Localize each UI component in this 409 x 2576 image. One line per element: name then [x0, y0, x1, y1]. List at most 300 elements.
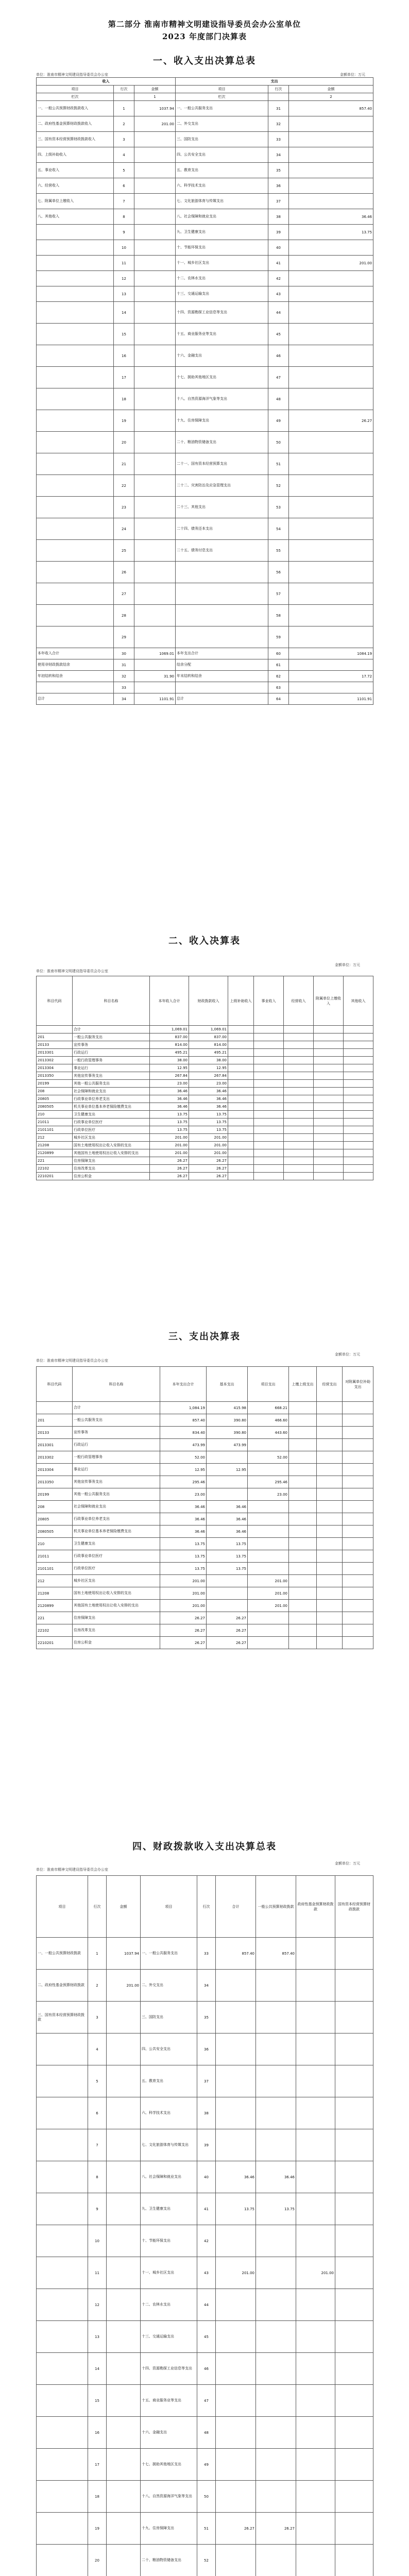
empty-cell — [335, 2321, 373, 2353]
expense-line: 38 — [197, 2097, 216, 2129]
total-expense: 26.27 — [160, 1637, 207, 1649]
t1-unit-org: 单位：淮南市精神文明建设指导委员会办公室 — [36, 73, 108, 77]
table-row — [37, 302, 373, 324]
total-income: 201.00 — [150, 1149, 189, 1157]
income-item — [37, 225, 114, 240]
expense-amount — [289, 475, 373, 497]
empty-cell — [344, 1134, 373, 1142]
income-line: 7 — [114, 194, 134, 209]
subject-code: 2013350 — [37, 1476, 73, 1488]
empty-cell — [254, 1049, 284, 1057]
expense-item: 结余分配 — [176, 659, 268, 671]
general-budget-amount — [256, 2129, 296, 2161]
subject-name: 事业运行 — [73, 1464, 160, 1476]
expense-amount: 26.27 — [289, 410, 373, 432]
table-row — [37, 1402, 373, 1414]
table-header-row — [37, 86, 373, 93]
table-row — [37, 682, 373, 693]
empty-cell — [317, 1600, 343, 1612]
empty-cell — [343, 1402, 373, 1414]
expense-item: 五、教育支出 — [141, 2065, 197, 2097]
gov-fund-amount — [296, 2065, 335, 2097]
empty-cell — [314, 1064, 344, 1072]
income-item: 总计 — [37, 693, 114, 705]
empty-cell — [228, 1049, 254, 1057]
expense-line: 41 — [268, 256, 289, 271]
table-row — [37, 1095, 373, 1103]
gov-fund-amount — [296, 2513, 335, 2545]
income-amount — [134, 410, 176, 432]
expense-item: 十二、农林水支出 — [141, 2289, 197, 2321]
empty-cell — [284, 1095, 314, 1103]
empty-cell — [284, 1157, 314, 1165]
empty-cell — [289, 1488, 317, 1501]
project-expense — [248, 1637, 289, 1649]
expense-item: 十四、资源勘探工业信息等支出 — [176, 302, 268, 324]
income-amount: 1101.91 — [134, 693, 176, 705]
expense-line: 39 — [268, 225, 289, 240]
basic-expense — [207, 1575, 248, 1587]
income-line: 11 — [88, 2257, 107, 2289]
income-amount: 1037.94 — [134, 101, 176, 116]
total-income: 201.00 — [150, 1142, 189, 1149]
table-row — [37, 225, 373, 240]
income-line: 1 — [88, 1938, 107, 1970]
subject-name: 一般行政管理事务 — [73, 1451, 160, 1464]
income-amount: 1037.94 — [107, 1938, 141, 1970]
table-row — [37, 1126, 373, 1134]
empty-cell — [317, 1402, 343, 1414]
expense-item: 九、卫生健康支出 — [141, 2193, 197, 2225]
total-income: 1,069.01 — [150, 1026, 189, 1033]
general-budget-amount — [256, 2353, 296, 2385]
expense-total — [216, 2481, 256, 2513]
header-cell: 金额 — [134, 86, 176, 93]
empty-cell — [228, 1126, 254, 1134]
header-cell: 行次 — [197, 1876, 216, 1938]
project-expense — [248, 1439, 289, 1451]
income-amount — [107, 2513, 141, 2545]
header-cell: 1 — [134, 93, 176, 101]
empty-cell — [317, 1501, 343, 1513]
empty-cell — [314, 1149, 344, 1157]
project-expense: 201.00 — [248, 1575, 289, 1587]
income-amount — [107, 2449, 141, 2481]
empty-cell — [289, 1612, 317, 1624]
total-expense: 13.75 — [160, 1538, 207, 1550]
income-item — [37, 682, 114, 693]
income-line: 27 — [114, 583, 134, 605]
subject-code: 20199 — [37, 1080, 73, 1088]
income-line: 5 — [88, 2065, 107, 2097]
income-line: 10 — [88, 2225, 107, 2257]
expense-line: 57 — [268, 583, 289, 605]
income-amount — [134, 605, 176, 626]
income-item: 本年收入合计 — [37, 648, 114, 659]
expense-amount — [289, 583, 373, 605]
expense-item: 二十二、灾害防治及应急管理支出 — [176, 475, 268, 497]
income-line: 4 — [88, 2033, 107, 2065]
income-line: 25 — [114, 540, 134, 562]
empty-cell — [344, 1095, 373, 1103]
expense-item: 三、国防支出 — [176, 132, 268, 147]
general-budget-amount — [256, 2065, 296, 2097]
table-header-row — [37, 93, 373, 101]
subject-name: 其他一般公共服务支出 — [73, 1488, 160, 1501]
subject-code: 2210201 — [37, 1637, 73, 1649]
empty-cell — [254, 1149, 284, 1157]
table-header-row — [37, 78, 373, 86]
income-item — [37, 240, 114, 256]
basic-expense: 390.80 — [207, 1427, 248, 1439]
t4-unit-org: 单位：淮南市精神文明建设指导委员会办公室 — [36, 1868, 108, 1872]
income-item — [37, 2289, 88, 2321]
income-line: 32 — [114, 671, 134, 682]
basic-expense: 13.75 — [207, 1550, 248, 1563]
subject-code: 20199 — [37, 1488, 73, 1501]
income-line: 23 — [114, 497, 134, 518]
expense-item: 十三、交通运输支出 — [176, 286, 268, 302]
expense-line: 42 — [197, 2225, 216, 2257]
income-item — [37, 2449, 88, 2481]
empty-cell — [343, 1439, 373, 1451]
table-row — [37, 2321, 373, 2353]
expense-item: 二十、粮油物资储备支出 — [176, 432, 268, 453]
fiscal-income: 38.00 — [189, 1057, 228, 1064]
expense-line: 47 — [197, 2385, 216, 2417]
table-row — [37, 271, 373, 286]
empty-cell — [343, 1575, 373, 1587]
income-amount — [107, 2545, 141, 2576]
empty-cell — [254, 1026, 284, 1033]
header-expense: 支出 — [176, 78, 373, 86]
expense-line: 54 — [268, 518, 289, 540]
empty-cell — [314, 1142, 344, 1149]
t2-title: 二、收入决算表 — [168, 936, 241, 946]
fiscal-income: 201.00 — [189, 1134, 228, 1142]
income-item — [37, 2545, 88, 2576]
basic-expense: 415.98 — [207, 1402, 248, 1414]
table-row — [37, 497, 373, 518]
table-row — [37, 648, 373, 659]
subject-name: 行政运行 — [73, 1049, 150, 1057]
expense-item: 二十四、债务还本支出 — [176, 518, 268, 540]
empty-cell — [284, 1080, 314, 1088]
income-amount — [107, 2002, 141, 2033]
empty-cell — [343, 1612, 373, 1624]
empty-cell — [335, 2129, 373, 2161]
empty-cell — [335, 2193, 373, 2225]
subject-name: 城乡社区支出 — [73, 1575, 160, 1587]
empty-cell — [254, 1088, 284, 1095]
expense-line: 45 — [268, 324, 289, 345]
table-row — [37, 1938, 373, 1970]
empty-cell — [343, 1501, 373, 1513]
table-row — [37, 671, 373, 682]
table-row — [37, 1134, 373, 1142]
subject-name: 合计 — [73, 1402, 160, 1414]
table-row — [37, 1476, 373, 1488]
expense-item: 十九、住房保障支出 — [141, 2513, 197, 2545]
empty-cell — [335, 2097, 373, 2129]
expense-amount: 1084.19 — [289, 648, 373, 659]
income-item — [37, 453, 114, 475]
table-row — [37, 1970, 373, 2002]
header-cell: 事业收入 — [254, 976, 284, 1026]
income-item — [37, 345, 114, 367]
subject-name: 一般公共服务支出 — [73, 1033, 150, 1041]
subject-name: 住房公积金 — [73, 1173, 150, 1180]
expense-total — [216, 2225, 256, 2257]
expense-item: 十七、援助其他地区支出 — [141, 2449, 197, 2481]
total-expense: 201.00 — [160, 1600, 207, 1612]
table-row — [37, 2002, 373, 2033]
total-income: 36.46 — [150, 1095, 189, 1103]
expense-item: 十二、农林水支出 — [176, 271, 268, 286]
empty-cell — [254, 1126, 284, 1134]
empty-cell — [317, 1612, 343, 1624]
table-header-row — [37, 1876, 373, 1938]
income-amount — [134, 209, 176, 225]
expense-line: 60 — [268, 648, 289, 659]
expense-item: 十三、交通运输支出 — [141, 2321, 197, 2353]
income-line: 6 — [114, 178, 134, 194]
subject-name: 合计 — [73, 1026, 150, 1033]
basic-expense: 36.46 — [207, 1526, 248, 1538]
fiscal-income: 36.46 — [189, 1088, 228, 1095]
empty-cell — [284, 1142, 314, 1149]
table-row — [37, 132, 373, 147]
gov-fund-amount — [296, 2129, 335, 2161]
empty-cell — [317, 1538, 343, 1550]
income-item: 五、事业收入 — [37, 163, 114, 178]
empty-cell — [314, 1033, 344, 1041]
income-item — [37, 583, 114, 605]
header-cell: 科目名称 — [73, 976, 150, 1026]
income-item — [37, 605, 114, 626]
income-amount — [134, 562, 176, 583]
empty-cell — [228, 1041, 254, 1049]
income-item — [37, 432, 114, 453]
empty-cell — [343, 1476, 373, 1488]
expense-amount — [289, 659, 373, 671]
table-row — [37, 178, 373, 194]
income-line: 7 — [88, 2129, 107, 2161]
empty-cell — [335, 2033, 373, 2065]
subject-code: 22102 — [37, 1624, 73, 1637]
header-cell: 项目 — [37, 1876, 88, 1938]
header-cell: 科目名称 — [73, 1367, 160, 1402]
subject-name: 住房改革支出 — [73, 1165, 150, 1173]
empty-cell — [289, 1538, 317, 1550]
empty-cell — [289, 1587, 317, 1600]
income-amount — [134, 659, 176, 671]
expense-item: 本年支出合计 — [176, 648, 268, 659]
project-expense — [248, 1513, 289, 1526]
expense-amount — [289, 302, 373, 324]
gov-fund-amount — [296, 2385, 335, 2417]
expense-amount — [289, 388, 373, 410]
t4-title: 四、财政拨款收入支出决算总表 — [132, 1841, 277, 1852]
income-line: 30 — [114, 648, 134, 659]
gov-fund-amount — [296, 2545, 335, 2576]
expense-item: 二十、粮油物资储备支出 — [141, 2545, 197, 2576]
total-expense: 1,084.19 — [160, 1402, 207, 1414]
empty-cell — [343, 1414, 373, 1427]
empty-cell — [344, 1103, 373, 1111]
expense-item: 十八、自然资源海洋气象等支出 — [141, 2481, 197, 2513]
t3-title: 三、支出决算表 — [168, 1331, 241, 1342]
empty-cell — [289, 1563, 317, 1575]
subject-code: 22102 — [37, 1165, 73, 1173]
subject-name: 行政事业单位养老支出 — [73, 1513, 160, 1526]
subject-code — [37, 1402, 73, 1414]
project-expense: 201.00 — [248, 1587, 289, 1600]
project-expense — [248, 1550, 289, 1563]
fiscal-income: 12.95 — [189, 1064, 228, 1072]
empty-cell — [289, 1414, 317, 1427]
expense-item: 总计 — [176, 693, 268, 705]
expense-item — [176, 605, 268, 626]
empty-cell — [317, 1587, 343, 1600]
subject-code: 212 — [37, 1575, 73, 1587]
expense-line: 43 — [268, 286, 289, 302]
empty-cell — [344, 1173, 373, 1180]
income-line: 3 — [114, 132, 134, 147]
fiscal-appropriation-summary-table — [36, 1875, 373, 2576]
empty-cell — [343, 1526, 373, 1538]
table-row — [37, 1427, 373, 1439]
table-row — [37, 2385, 373, 2417]
gov-fund-amount — [296, 2161, 335, 2193]
table-header-row — [37, 1367, 373, 1402]
empty-cell — [344, 1165, 373, 1173]
subject-code: 2013302 — [37, 1451, 73, 1464]
subject-name: 社会保障和就业支出 — [73, 1088, 150, 1095]
expense-item: 五、教育支出 — [176, 163, 268, 178]
income-amount — [134, 682, 176, 693]
empty-cell — [314, 1118, 344, 1126]
table-row — [37, 256, 373, 271]
subject-name: 卫生健康支出 — [73, 1538, 160, 1550]
project-expense: 23.00 — [248, 1488, 289, 1501]
total-expense: 834.40 — [160, 1427, 207, 1439]
empty-cell — [254, 1033, 284, 1041]
fiscal-income: 23.00 — [189, 1080, 228, 1088]
subject-name: 行政事业单位养老支出 — [73, 1095, 150, 1103]
empty-cell — [314, 1026, 344, 1033]
table-row — [37, 1550, 373, 1563]
income-amount — [107, 2353, 141, 2385]
table-row — [37, 147, 373, 163]
income-item — [37, 271, 114, 286]
empty-cell — [343, 1513, 373, 1526]
income-item — [37, 2033, 88, 2065]
total-income: 814.00 — [150, 1041, 189, 1049]
empty-cell — [335, 2417, 373, 2449]
income-item: 六、经营收入 — [37, 178, 114, 194]
total-income: 23.00 — [150, 1080, 189, 1088]
expense-total — [216, 1970, 256, 2002]
expense-line: 53 — [268, 497, 289, 518]
basic-expense: 13.75 — [207, 1538, 248, 1550]
income-amount — [134, 626, 176, 648]
expense-line: 35 — [197, 2002, 216, 2033]
expense-item: 二十五、债务付息支出 — [176, 540, 268, 562]
gov-fund-amount: 201.00 — [296, 2257, 335, 2289]
subject-code: 201 — [37, 1414, 73, 1427]
income-amount — [107, 2129, 141, 2161]
total-expense: 23.00 — [160, 1488, 207, 1501]
empty-cell — [284, 1041, 314, 1049]
subject-code: 2013301 — [37, 1049, 73, 1057]
empty-cell — [344, 1064, 373, 1072]
income-amount — [134, 163, 176, 178]
empty-cell — [228, 1033, 254, 1041]
empty-cell — [254, 1103, 284, 1111]
expense-amount — [289, 540, 373, 562]
income-item — [37, 2481, 88, 2513]
expense-amount — [289, 132, 373, 147]
fiscal-income: 201.00 — [189, 1149, 228, 1157]
expense-item: 十、节能环保支出 — [176, 240, 268, 256]
income-line: 3 — [88, 2002, 107, 2033]
expense-amount — [289, 367, 373, 388]
table-row — [37, 1439, 373, 1451]
table-row — [37, 1587, 373, 1600]
empty-cell — [228, 1111, 254, 1118]
total-expense: 201.00 — [160, 1587, 207, 1600]
basic-expense — [207, 1600, 248, 1612]
fiscal-income: 36.46 — [189, 1095, 228, 1103]
empty-cell — [254, 1057, 284, 1064]
table-row — [37, 2097, 373, 2129]
t4-unit-money: 金额单位：万元 — [335, 1861, 360, 1866]
empty-cell — [335, 2161, 373, 2193]
subject-name: 住房保障支出 — [73, 1612, 160, 1624]
table-row — [37, 1033, 373, 1041]
total-income: 837.00 — [150, 1033, 189, 1041]
table-row — [37, 1612, 373, 1624]
income-amount — [134, 518, 176, 540]
empty-cell — [344, 1149, 373, 1157]
header-cell: 本年支出合计 — [160, 1367, 207, 1402]
income-amount — [134, 497, 176, 518]
expense-line: 38 — [268, 209, 289, 225]
empty-cell — [335, 1938, 373, 1970]
expense-item — [176, 682, 268, 693]
subject-name: 住房公积金 — [73, 1637, 160, 1649]
income-amount — [107, 2065, 141, 2097]
subject-code: 221 — [37, 1612, 73, 1624]
empty-cell — [284, 1134, 314, 1142]
expense-line: 46 — [197, 2353, 216, 2385]
expense-amount — [289, 147, 373, 163]
empty-cell — [289, 1513, 317, 1526]
income-line: 2 — [88, 1970, 107, 2002]
income-item: 使用非财政拨款结余 — [37, 659, 114, 671]
subject-name: 行政运行 — [73, 1439, 160, 1451]
basic-expense: 26.27 — [207, 1612, 248, 1624]
expense-amount — [289, 194, 373, 209]
income-amount: 31.90 — [134, 671, 176, 682]
income-item: 二、政府性基金预算财政拨款收入 — [37, 116, 114, 132]
empty-cell — [289, 1575, 317, 1587]
income-item — [37, 2065, 88, 2097]
total-expense: 13.75 — [160, 1563, 207, 1575]
subject-code: 2210201 — [37, 1173, 73, 1180]
fiscal-income: 201.00 — [189, 1142, 228, 1149]
